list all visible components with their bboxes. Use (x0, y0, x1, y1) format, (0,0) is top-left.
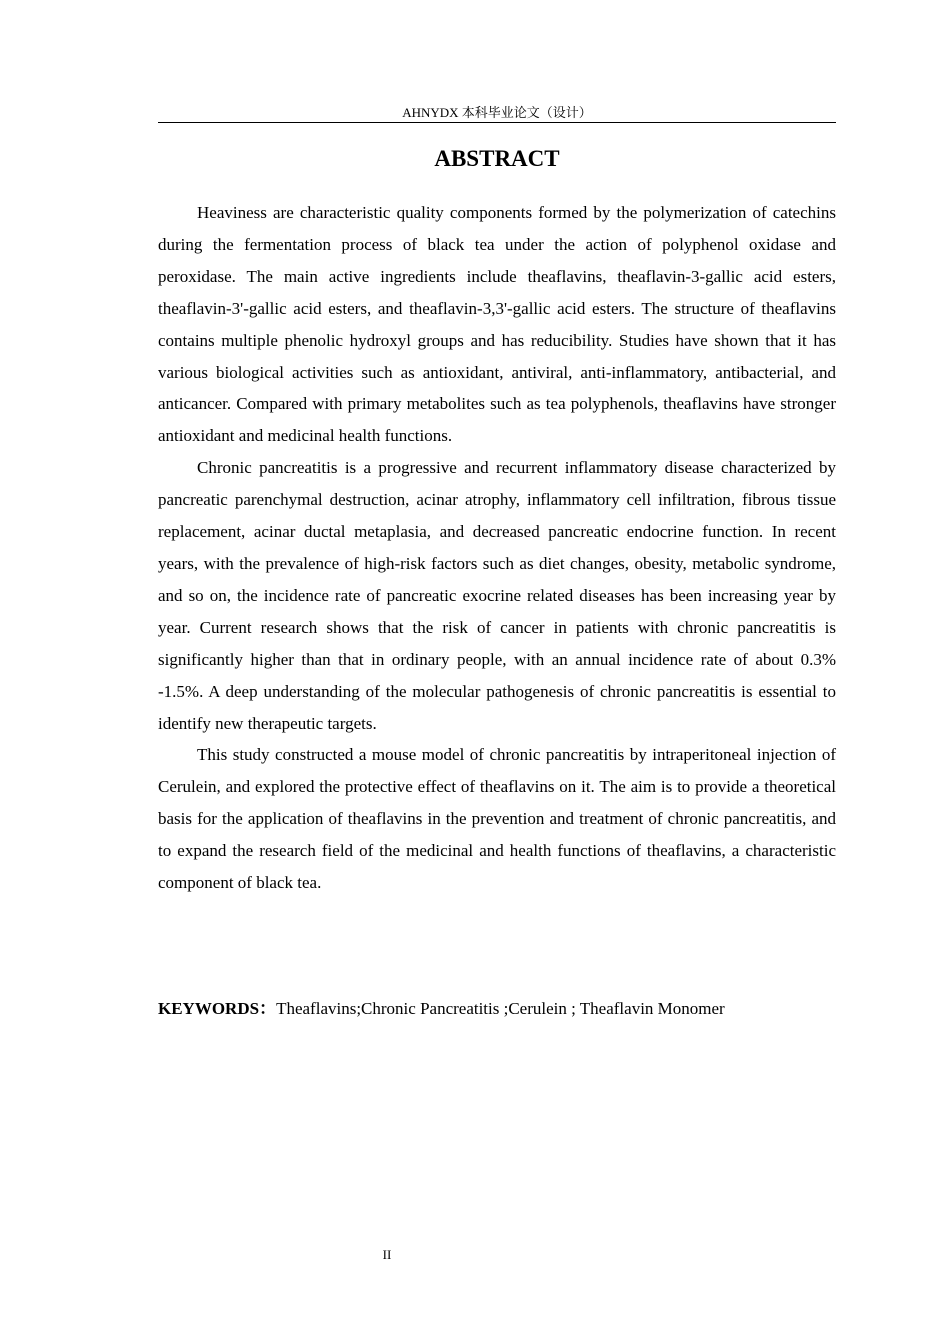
page-number: II (382, 1247, 392, 1262)
keywords-text: Theaflavins;Chronic Pancreatitis ;Cerulein ; Theaflavin Monomer (276, 999, 725, 1018)
abstract-title: ABSTRACT (434, 146, 560, 171)
abstract-paragraph-1: Heaviness are characteristic quality components formed by the polymerization of catechins during the fermentation process of black tea under the action of polyphenol oxidase and peroxidase. The main active ingredients include theaflavins, theaflavin-3-gallic acid esters, theaflavin-3'-gallic acid esters, and theaflavin-3,3'-gallic acid esters. The structure of theaflavins contains multiple phenolic hydroxyl groups and has reducibility. Studies have shown that it has various biological activities such as antioxidant, antiviral, anti-inflammatory, antibacterial, and anticancer. Compared with primary metabolites such as tea polyphenols, theaflavins have stronger antioxidant and medicinal health functions. (158, 203, 836, 446)
page-header: AHNYDX 本科毕业论文（设计） (402, 105, 592, 120)
abstract-paragraph-2: Chronic pancreatitis is a progressive and recurrent inflammatory disease characterized by pancreatic parenchymal destruction, acinar atrophy, inflammatory cell infiltration, fibrous tissue replacement, acinar ductal metaplasia, and decreased pancreatic endocrine function. In recent years, with the prevalence of high-risk factors such as diet changes, obesity, metabolic syndrome, and so on, the incidence rate of pancreatic exocrine related diseases has been increasing year by year. Current research shows that the risk of cancer in patients with chronic pancreatitis is significantly higher than that in ordinary people, with an annual incidence rate of about 0.3% -1.5%. A deep understanding of the molecular pathogenesis of chronic pancreatitis is essential to identify new therapeutic targets. (158, 458, 836, 733)
keywords-label: KEYWORDS： (158, 999, 277, 1018)
abstract-paragraph-3: This study constructed a mouse model of chronic pancreatitis by intraperitoneal injection of Cerulein, and explored the protective effect of theaflavins on it. The aim is to provide a theoretical basis for the application of theaflavins in the prevention and treatment of chronic pancreatitis, and to expand the research field of the medicinal and health functions of theaflavins, a characteristic component of black tea. (158, 745, 836, 893)
keywords-line (158, 996, 836, 1022)
abstract-body (158, 197, 836, 899)
header-rule (158, 122, 836, 123)
